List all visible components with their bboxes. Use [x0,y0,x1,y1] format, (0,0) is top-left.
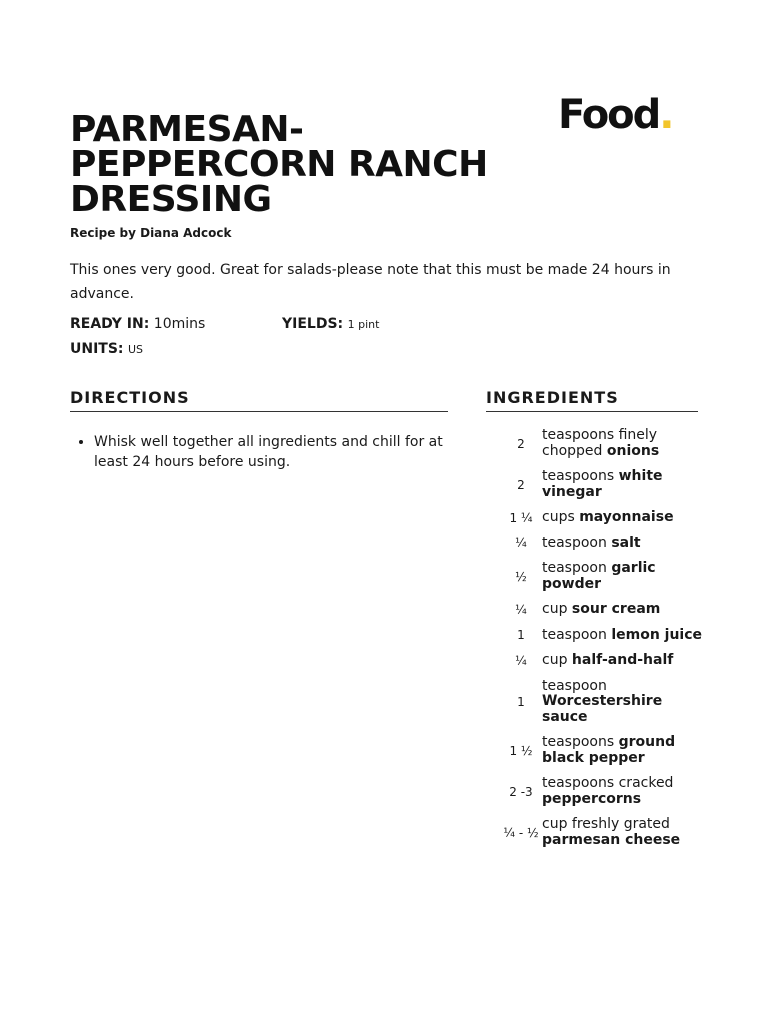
ingredient-text [542,469,710,500]
ingredient-qty: 1 [517,694,525,709]
ingredient-desc: teaspoons cracked [542,775,674,791]
ingredient-qty: 1 ¼ [509,510,533,525]
ingredient-text [542,817,710,848]
ingredient-qty: ¼ - ½ [503,825,539,840]
ingredient-desc: teaspoons finely chopped [542,427,658,459]
ingredient-desc: cup [542,652,572,668]
title-line-3: DRESSING [70,179,272,220]
units-value: US [127,343,144,356]
ingredient-qty: ¼ [515,602,527,617]
ingredient-name: parmesan cheese [542,831,681,848]
ingredient-desc: teaspoons [542,734,619,750]
yields-value: 1 pint [347,318,380,331]
ingredient-name: salt [611,534,641,551]
ingredient-name: onions [606,442,660,459]
ingredient-desc: teaspoon [542,626,612,643]
recipe-description: This ones very good. Great for salads-please note that this must be made 24 hours in advance. [70,262,671,302]
ingredient-text [542,776,710,807]
ingredient-name: Worcestershire sauce [542,693,663,725]
ingredient-desc: teaspoons [542,468,619,484]
yields-label: YIELDS: [282,316,344,332]
ingredient-name: lemon juice [611,626,703,643]
directions-heading: DIRECTIONS [70,388,448,412]
ready-in-value: 10mins [153,316,206,332]
units [70,341,143,357]
ingredient-text [542,628,702,644]
ingredient-qty: 1 ½ [509,743,533,758]
yields [282,316,379,332]
ingredient-row [500,735,710,766]
ingredient-name: white vinegar [542,468,663,500]
ready-in [70,316,205,332]
title-line-2: PEPPERCORN RANCH [70,144,488,185]
ingredient-desc: cup [542,601,572,617]
ingredient-name: mayonnaise [579,509,674,525]
ingredient-name: half-and-half [571,652,674,668]
ingredient-text [542,561,710,592]
ingredient-desc: cup freshly grated [542,816,670,832]
ingredient-qty: 2 -3 [509,784,533,799]
ingredient-qty: ¼ [515,536,527,551]
food-logo [558,92,673,138]
ingredient-row [500,653,710,669]
ready-in-label: READY IN: [70,316,150,332]
ingredient-row [500,628,710,644]
recipe-author: Recipe by Diana Adcock [70,226,232,240]
ingredient-text [542,653,673,669]
directions-list [72,432,474,472]
ingredient-name: garlic powder [542,560,656,592]
ingredient-row [500,536,710,552]
ingredient-qty: 2 [517,477,525,492]
ingredient-text [542,602,660,618]
ingredient-row [500,679,710,726]
ingredient-row [500,510,710,526]
direction-step: • Whisk well together all ingredients and chill for at least 24 hours before using. [94,432,474,472]
ingredient-text [542,679,710,726]
ingredient-row [500,776,710,807]
ingredient-name: peppercorns [542,790,642,807]
ingredient-qty: 1 [517,628,525,643]
ingredient-qty: ½ [515,569,527,584]
ingredient-row [500,817,710,848]
title-line-1: PARMESAN- [70,109,304,150]
ingredient-qty: 2 [517,436,525,451]
ingredient-text [542,735,710,766]
ingredient-desc: teaspoon [542,534,612,551]
ingredients-heading: INGREDIENTS [486,388,698,412]
ingredient-text [542,428,710,459]
logo-dot: . [659,92,673,138]
recipe-title [70,109,510,220]
ingredient-desc: teaspoon [542,677,607,694]
ingredient-name: ground black pepper [542,734,676,766]
units-label: UNITS: [70,341,124,357]
ingredient-row [500,602,710,618]
ingredient-row [500,469,710,500]
ingredient-desc: cups [542,509,580,525]
ingredient-row [500,428,710,459]
ingredient-row [500,561,710,592]
ingredient-desc: teaspoon [542,560,612,576]
ingredient-text [542,510,674,526]
logo-text: Food [558,92,660,138]
ingredient-text [542,536,641,552]
ingredient-qty: ¼ [515,653,527,668]
ingredients-list [500,428,710,858]
ingredient-name: sour cream [571,601,661,617]
